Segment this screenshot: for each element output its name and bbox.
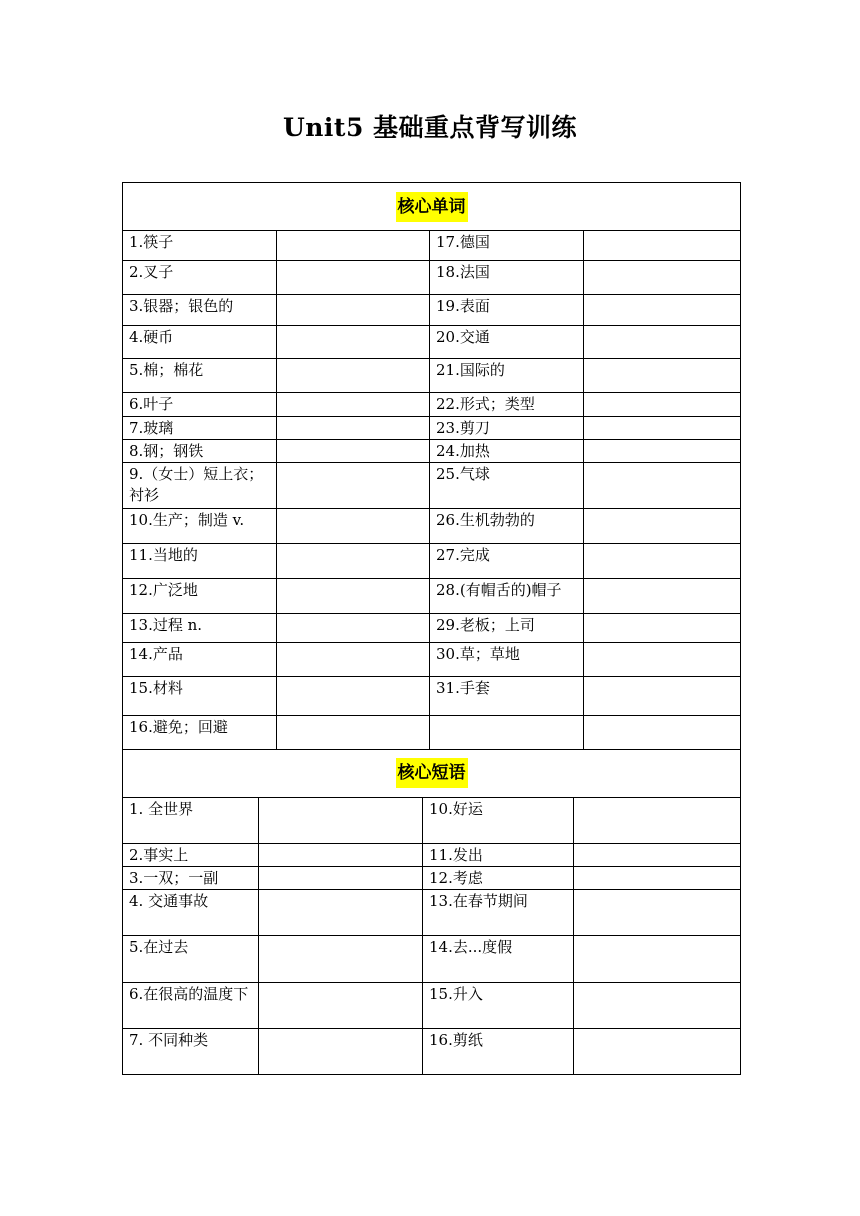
table-row xyxy=(123,544,741,579)
answer-cell[interactable] xyxy=(259,889,423,935)
phrase-prompt: 13.在春节期间 xyxy=(423,889,574,935)
answer-cell[interactable] xyxy=(584,579,741,614)
answer-cell[interactable] xyxy=(584,417,741,440)
answer-cell[interactable] xyxy=(277,359,430,393)
table-row xyxy=(123,797,741,843)
word-prompt: 3.银器；银色的 xyxy=(123,295,277,326)
word-prompt: 10.生产；制造 v. xyxy=(123,509,277,544)
answer-cell[interactable] xyxy=(584,393,741,417)
word-prompt: 2.叉子 xyxy=(123,261,277,295)
answer-cell[interactable] xyxy=(277,643,430,677)
phrase-prompt: 11.发出 xyxy=(423,843,574,866)
table-row xyxy=(123,295,741,326)
table-row xyxy=(123,326,741,359)
answer-cell[interactable] xyxy=(277,440,430,463)
page-title: Unit5 基础重点背写训练 xyxy=(282,113,578,142)
table-row xyxy=(123,393,741,417)
phrase-prompt: 3.一双；一副 xyxy=(123,866,259,889)
word-prompt: 6.叶子 xyxy=(123,393,277,417)
answer-cell[interactable] xyxy=(259,866,423,889)
table-row xyxy=(123,677,741,716)
answer-cell[interactable] xyxy=(277,417,430,440)
core-phrases-header xyxy=(123,750,741,797)
phrase-prompt: 5.在过去 xyxy=(123,935,259,982)
answer-cell[interactable] xyxy=(574,982,741,1028)
answer-cell[interactable] xyxy=(259,1028,423,1074)
core-phrases-heading: 核心短语 xyxy=(396,758,468,788)
table-row xyxy=(123,509,741,544)
word-prompt: 16.避免；回避 xyxy=(123,716,277,750)
table-row xyxy=(123,1028,741,1074)
word-prompt: 25.气球 xyxy=(430,463,584,509)
answer-cell[interactable] xyxy=(259,935,423,982)
answer-cell[interactable] xyxy=(574,797,741,843)
answer-cell[interactable] xyxy=(277,716,430,750)
word-prompt: 9.（女士）短上衣；衬衫 xyxy=(123,463,277,509)
core-words-header xyxy=(123,183,741,231)
answer-cell[interactable] xyxy=(584,677,741,716)
answer-cell[interactable] xyxy=(584,359,741,393)
word-prompt: 28.(有帽舌的)帽子 xyxy=(430,579,584,614)
word-prompt: 27.完成 xyxy=(430,544,584,579)
phrase-prompt: 12.考虑 xyxy=(423,866,574,889)
table-row xyxy=(123,643,741,677)
core-words-heading: 核心单词 xyxy=(396,192,468,222)
word-prompt: 29.老板；上司 xyxy=(430,614,584,643)
word-prompt: 4.硬币 xyxy=(123,326,277,359)
word-prompt: 22.形式；类型 xyxy=(430,393,584,417)
answer-cell[interactable] xyxy=(584,326,741,359)
word-prompt: 26.生机勃勃的 xyxy=(430,509,584,544)
table-row xyxy=(123,440,741,463)
word-prompt: 17.德国 xyxy=(430,231,584,261)
word-prompt: 13.过程 n. xyxy=(123,614,277,643)
phrase-prompt: 2.事实上 xyxy=(123,843,259,866)
table-row xyxy=(123,935,741,982)
answer-cell[interactable] xyxy=(277,509,430,544)
phrase-prompt: 6.在很高的温度下 xyxy=(123,982,259,1028)
table-row xyxy=(123,716,741,750)
answer-cell[interactable] xyxy=(574,1028,741,1074)
word-prompt: 23.剪刀 xyxy=(430,417,584,440)
answer-cell[interactable] xyxy=(584,440,741,463)
answer-cell[interactable] xyxy=(584,614,741,643)
answer-cell[interactable] xyxy=(277,463,430,509)
answer-cell[interactable] xyxy=(584,643,741,677)
table-row xyxy=(123,843,741,866)
answer-cell[interactable] xyxy=(277,261,430,295)
word-prompt: 24.加热 xyxy=(430,440,584,463)
answer-cell[interactable] xyxy=(574,889,741,935)
answer-cell[interactable] xyxy=(259,982,423,1028)
word-prompt: 14.产品 xyxy=(123,643,277,677)
word-prompt: 31.手套 xyxy=(430,677,584,716)
answer-cell[interactable] xyxy=(584,544,741,579)
word-prompt: 12.广泛地 xyxy=(123,579,277,614)
answer-cell[interactable] xyxy=(584,716,741,750)
phrase-prompt: 10.好运 xyxy=(423,797,574,843)
table-row xyxy=(123,866,741,889)
answer-cell[interactable] xyxy=(584,295,741,326)
answer-cell[interactable] xyxy=(277,579,430,614)
table-row xyxy=(123,261,741,295)
table-row xyxy=(123,231,741,261)
table-row xyxy=(123,982,741,1028)
word-prompt: 15.材料 xyxy=(123,677,277,716)
answer-cell[interactable] xyxy=(277,614,430,643)
phrase-prompt: 1. 全世界 xyxy=(123,797,259,843)
word-prompt: 8.钢；钢铁 xyxy=(123,440,277,463)
table-row xyxy=(123,889,741,935)
table-row xyxy=(123,417,741,440)
table-row xyxy=(123,614,741,643)
word-prompt: 18.法国 xyxy=(430,261,584,295)
answer-cell[interactable] xyxy=(259,843,423,866)
word-prompt: 1.筷子 xyxy=(123,231,277,261)
phrase-prompt: 15.升入 xyxy=(423,982,574,1028)
answer-cell[interactable] xyxy=(584,261,741,295)
phrase-prompt: 7. 不同种类 xyxy=(123,1028,259,1074)
core-phrases-table xyxy=(122,750,741,1075)
answer-cell[interactable] xyxy=(259,797,423,843)
word-prompt: 30.草；草地 xyxy=(430,643,584,677)
answer-cell[interactable] xyxy=(574,935,741,982)
phrase-prompt: 16.剪纸 xyxy=(423,1028,574,1074)
table-row xyxy=(123,359,741,393)
word-prompt: 20.交通 xyxy=(430,326,584,359)
answer-cell[interactable] xyxy=(277,295,430,326)
core-words-table xyxy=(122,182,741,750)
word-prompt: 5.棉；棉花 xyxy=(123,359,277,393)
answer-cell[interactable] xyxy=(574,866,741,889)
answer-cell[interactable] xyxy=(584,231,741,261)
table-row xyxy=(123,463,741,509)
table-row xyxy=(123,579,741,614)
phrase-prompt: 4. 交通事故 xyxy=(123,889,259,935)
answer-cell[interactable] xyxy=(277,393,430,417)
word-prompt: 7.玻璃 xyxy=(123,417,277,440)
word-prompt xyxy=(430,716,584,750)
phrase-prompt: 14.去...度假 xyxy=(423,935,574,982)
answer-cell[interactable] xyxy=(574,843,741,866)
word-prompt: 21.国际的 xyxy=(430,359,584,393)
word-prompt: 11.当地的 xyxy=(123,544,277,579)
word-prompt: 19.表面 xyxy=(430,295,584,326)
answer-cell[interactable] xyxy=(584,463,741,509)
answer-cell[interactable] xyxy=(584,509,741,544)
answer-cell[interactable] xyxy=(277,544,430,579)
answer-cell[interactable] xyxy=(277,326,430,359)
answer-cell[interactable] xyxy=(277,231,430,261)
answer-cell[interactable] xyxy=(277,677,430,716)
